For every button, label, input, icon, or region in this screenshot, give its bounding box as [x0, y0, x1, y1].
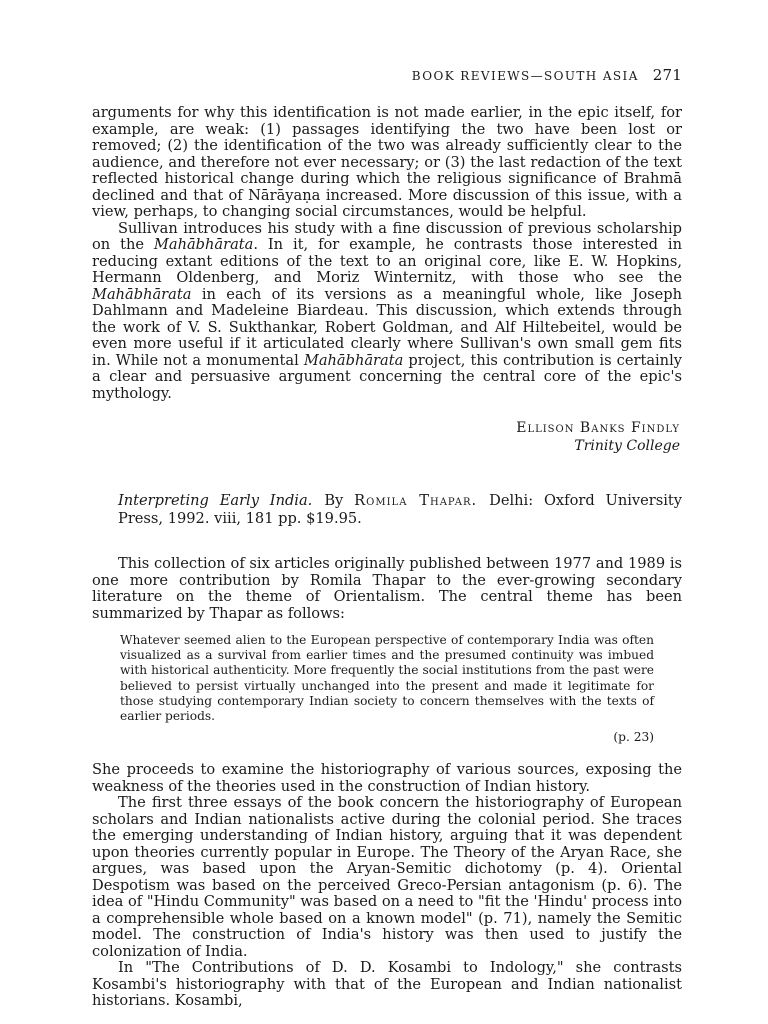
book-title: Interpreting Early India.: [118, 492, 313, 509]
page-body: [92, 105, 682, 1010]
citation-by: By: [324, 492, 344, 509]
text-run: Sullivan introduces his study with a fine discussion of previous scholarship on the: [92, 219, 682, 253]
running-title: BOOK REVIEWS—SOUTH ASIA: [411, 69, 639, 83]
reviewer-signature: [92, 419, 682, 455]
book-price: $19.95.: [306, 510, 362, 527]
book-pages: viii, 181 pp.: [214, 510, 302, 527]
book-publication: Delhi: Oxford University Press, 1992.: [118, 492, 683, 527]
review1-paragraph-2: [92, 221, 682, 403]
text-run: in each of its versions as a meaningful whole, like Joseph Dahlmann and Madeleine Biardeau. This discussion, which extends through the work of V. S. Sukthankar, Robert Goldman, and Alf Hiltebeitel, would be even more useful if it articulated clearly where Sullivan's own small gem fits in. While not a monumental: [92, 285, 682, 369]
page-number: 271: [652, 66, 682, 84]
review2-paragraph-4: In "The Contributions of D. D. Kosambi to Indology," she contrasts Kosambi's historiography with that of the European and Indian nationalist historians. Kosambi,: [92, 959, 682, 1010]
block-quote: Whatever seemed alien to the European perspective of contemporary India was often visualized as a survival from earlier times and the presumed continuity was imbued with historical authenticity. More frequently the social institutions from the past were believed to persist virtually unchanged into the present and made it legitimate for those studying contemporary Indian society to concern themselves with the texts of earlier periods.: [120, 633, 654, 724]
review2-paragraph-2: She proceeds to examine the historiography of various sources, exposing the weakness of the theories used in the construction of Indian history.: [92, 761, 682, 795]
review1-paragraph-1: arguments for why this identification is not made earlier, in the epic itself, for example, are weak: (1) passages identifying the two have been lost or removed; (2) the identification of the two was already sufficiently clear to the audience, and therefore not ever necessary; or (3) the last redaction of the text reflected historical change during which the religious significance of Brahmā declined and that of Nārāyaṇa increased. More discussion of this issue, with a view, perhaps, to changing social circumstances, would be helpful.: [92, 104, 682, 220]
quote-reference: (p. 23): [613, 730, 654, 745]
italic-title: Mahābhārata: [92, 285, 192, 303]
text-run: . In it, for example, he contrasts those interested in reducing extant editions of the text to an original core, like E. W. Hopkins, Hermann Oldenberg, and Moriz Winternitz, with those who see the: [92, 236, 682, 286]
italic-title: Mahābhārata: [303, 351, 404, 369]
italic-title: Mahābhārata: [153, 236, 254, 253]
reviewer-institution: Trinity College: [574, 438, 680, 454]
reviewer-name: Ellison Banks Findly: [516, 420, 680, 436]
book-author: Romila Thapar.: [354, 492, 478, 509]
review2-paragraph-1: This collection of six articles originally published between 1977 and 1989 is one more contribution by Romila Thapar to the ever-growing secondary literature on the theme of Orientalism. The central theme has been summarized by Thapar as follows:: [92, 555, 682, 622]
review2-paragraph-3: The first three essays of the book concern the historiography of European scholars and Indian nationalists active during the colonial period. She traces the emerging understanding of Indian history, arguing that it was dependent upon theories currently popular in Europe. The Theory of the Aryan Race, she argues, was based upon the Aryan-Semitic dichotomy (p. 4). Oriental Despotism was based on the perceived Greco-Persian antagonism (p. 6). The idea of "Hindu Community" was based on a need to "fit the 'Hindu' process into a comprehensible whole based on a known model" (p. 71), namely the Semitic model. The construction of India's history was then used to justify the colonization of India.: [92, 794, 682, 960]
text-run: project, this contribution is certainly a clear and persuasive argument concerning the central core of the epic's mythology.: [92, 351, 682, 402]
running-header: [92, 66, 682, 84]
book-citation: [92, 492, 682, 528]
